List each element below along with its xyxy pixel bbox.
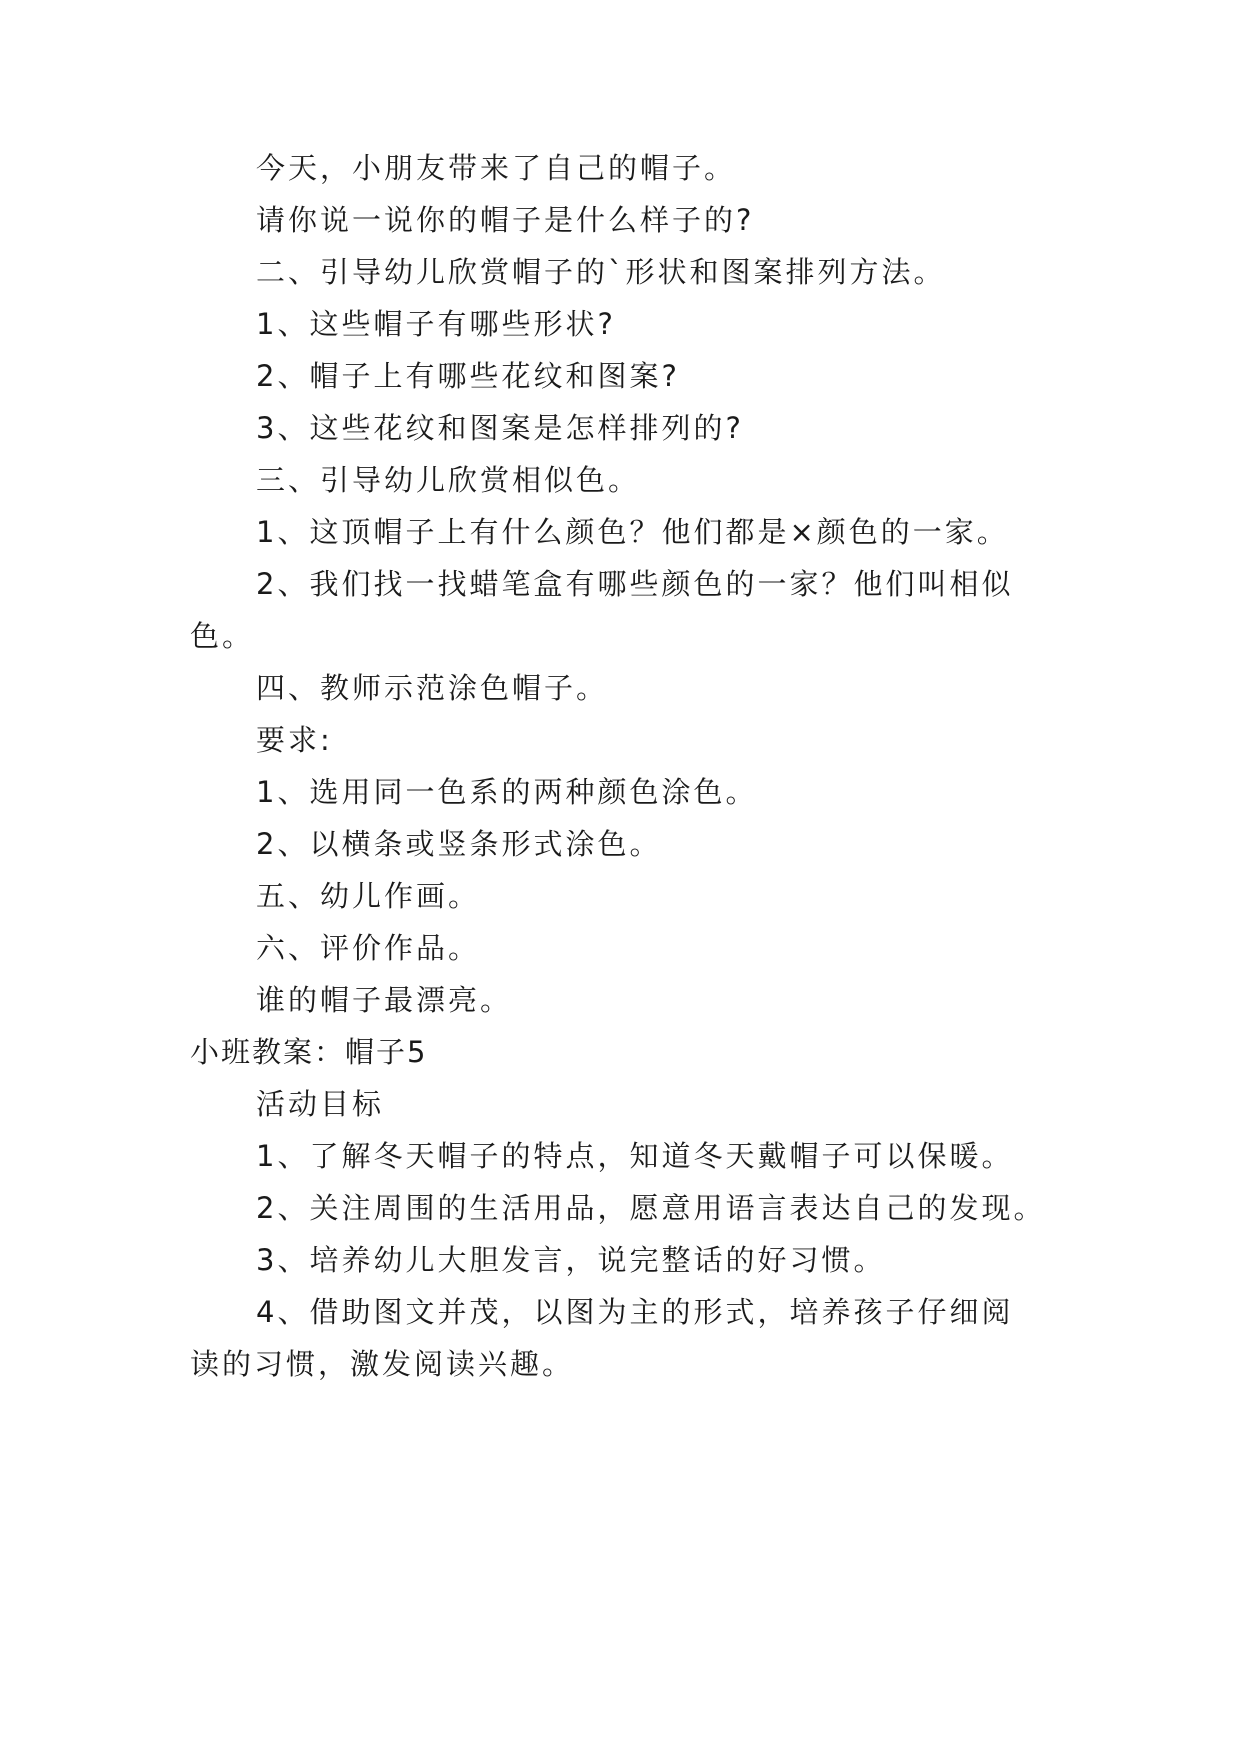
- section-title: 小班教案：帽子5: [190, 1035, 428, 1069]
- list-item-continuation: 色。: [190, 619, 255, 653]
- step-six-heading: 六、评价作品。: [256, 931, 481, 965]
- requirements-label: 要求:: [256, 723, 333, 757]
- list-item: 3、这些花纹和图案是怎样排列的?: [256, 411, 744, 445]
- paragraph-closing: 谁的帽子最漂亮。: [256, 983, 513, 1017]
- list-item-continuation: 读的习惯，激发阅读兴趣。: [190, 1347, 575, 1381]
- list-item: 2、我们找一找蜡笔盒有哪些颜色的一家？他们叫相似: [256, 567, 1014, 601]
- list-item: 1、了解冬天帽子的特点，知道冬天戴帽子可以保暖。: [256, 1139, 1014, 1173]
- step-four-heading: 四、教师示范涂色帽子。: [256, 671, 609, 705]
- paragraph-intro: 今天，小朋友带来了自己的帽子。: [256, 151, 737, 185]
- list-item: 1、选用同一色系的两种颜色涂色。: [256, 775, 758, 809]
- list-item: 4、借助图文并茂，以图为主的形式，培养孩子仔细阅: [256, 1295, 1014, 1329]
- list-item: 1、这顶帽子上有什么颜色？他们都是×颜色的一家。: [256, 515, 1009, 549]
- objectives-heading: 活动目标: [256, 1087, 385, 1121]
- step-five-heading: 五、幼儿作画。: [256, 879, 481, 913]
- step-two-heading: 二、引导幼儿欣赏帽子的`形状和图案排列方法。: [256, 255, 946, 289]
- list-item: 2、以横条或竖条形式涂色。: [256, 827, 662, 861]
- list-item: 1、这些帽子有哪些形状?: [256, 307, 616, 341]
- list-item: 2、关注周围的生活用品，愿意用语言表达自己的发现。: [256, 1191, 1046, 1225]
- list-item: 3、培养幼儿大胆发言，说完整话的好习惯。: [256, 1243, 886, 1277]
- step-three-heading: 三、引导幼儿欣赏相似色。: [256, 463, 641, 497]
- list-item: 2、帽子上有哪些花纹和图案?: [256, 359, 680, 393]
- paragraph-question: 请你说一说你的帽子是什么样子的?: [256, 203, 755, 237]
